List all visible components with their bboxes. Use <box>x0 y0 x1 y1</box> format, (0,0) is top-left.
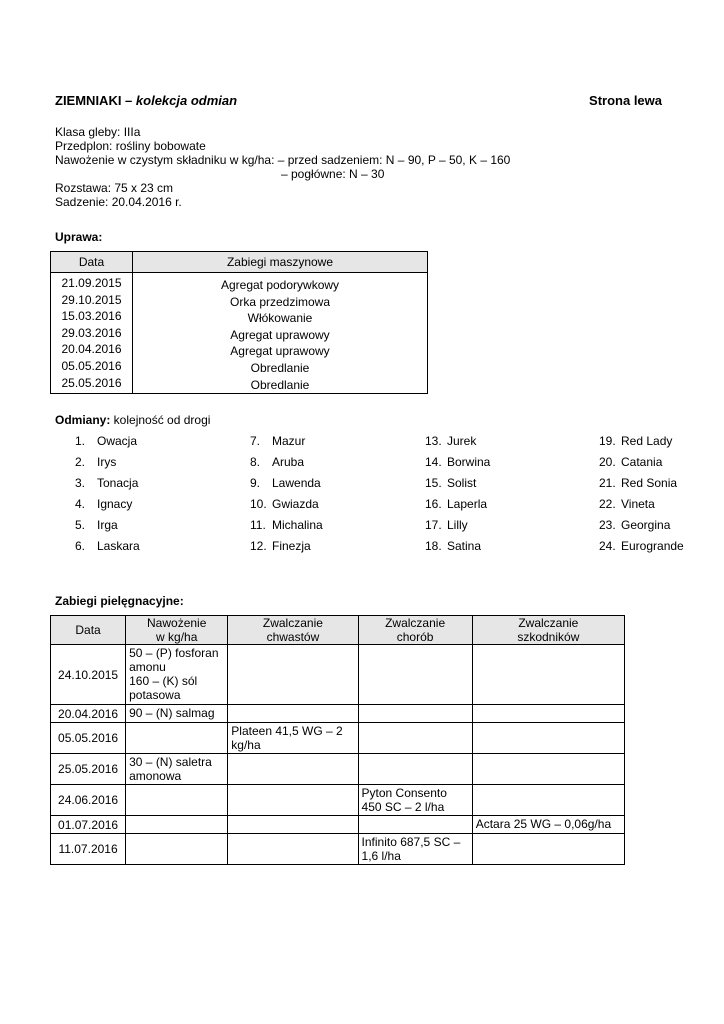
nawozenie-cell: 50 – (P) fosforan amonu 160 – (K) sól potasowa <box>126 645 228 705</box>
variety-number: 5. <box>75 518 86 532</box>
chwasty-cell <box>228 754 358 785</box>
variety-name: Finezja <box>272 539 311 553</box>
variety-number: 23. <box>599 518 616 532</box>
variety-name: Solist <box>447 476 477 490</box>
table-row <box>51 754 625 785</box>
variety-name: Mazur <box>272 434 306 448</box>
nawozenie-cell <box>126 816 228 834</box>
pielegn-heading: Zabiegi pielęgnacyjne: <box>55 594 184 608</box>
variety-name: Vineta <box>621 497 655 511</box>
date-cell: 20.04.2016 <box>51 705 126 723</box>
choroby-cell: Infinito 687,5 SC – 1,6 l/ha <box>358 834 472 865</box>
uprawa-operation: Włókowanie <box>247 311 313 326</box>
pielegn-table <box>50 615 625 865</box>
klasa-gleby: Klasa gleby: IIIa <box>55 125 141 139</box>
choroby-cell <box>358 723 472 754</box>
variety-name: Borwina <box>447 455 491 469</box>
chwasty-cell <box>228 816 358 834</box>
pielegn-header-szkodniki: Zwalczanie szkodników <box>472 616 624 645</box>
szkodniki-cell <box>472 785 624 816</box>
variety-number: 9. <box>250 476 261 490</box>
variety-name: Owacja <box>97 434 138 448</box>
uprawa-date: 29.10.2015 <box>61 292 122 307</box>
table-row <box>51 834 625 865</box>
date-cell: 05.05.2016 <box>51 723 126 754</box>
sadzenie: Sadzenie: 20.04.2016 r. <box>55 195 182 209</box>
variety-number: 4. <box>75 497 86 511</box>
variety-number: 1. <box>75 434 86 448</box>
variety-name: Lilly <box>447 518 468 532</box>
uprawa-operation: Obredlanie <box>250 360 310 375</box>
choroby-cell: Pyton Consento 450 SC – 2 l/ha <box>358 785 472 816</box>
date-cell: 24.10.2015 <box>51 645 126 705</box>
chwasty-cell <box>228 834 358 865</box>
table-row <box>51 705 625 723</box>
title-italic: kolekcja odmian <box>135 93 238 108</box>
date-cell: 11.07.2016 <box>51 834 126 865</box>
nawozenie-cell: 30 – (N) saletra amonowa <box>126 754 228 785</box>
szkodniki-cell <box>472 723 624 754</box>
uprawa-operation: Obredlanie <box>250 377 310 392</box>
szkodniki-cell <box>472 834 624 865</box>
uprawa-date: 29.03.2016 <box>61 325 122 340</box>
variety-number: 17. <box>425 518 442 532</box>
date-cell: 24.06.2016 <box>51 785 126 816</box>
uprawa-operation: Agregat podorywkowy <box>220 278 340 292</box>
title-main: ZIEMNIAKI – <box>55 93 133 108</box>
chwasty-cell <box>228 785 358 816</box>
variety-name: Ignacy <box>97 497 133 511</box>
uprawa-ops-cell <box>133 273 428 394</box>
variety-name: Irys <box>97 455 117 469</box>
uprawa-date: 21.09.2015 <box>61 276 122 290</box>
variety-name: Eurogrande <box>621 539 684 553</box>
chwasty-cell <box>228 705 358 723</box>
nawozenie-cell <box>126 785 228 816</box>
uprawa-header-data: Data <box>51 252 133 273</box>
variety-name: Jurek <box>447 434 477 448</box>
szkodniki-cell <box>472 754 624 785</box>
variety-number: 16. <box>425 497 442 511</box>
date-cell: 25.05.2016 <box>51 754 126 785</box>
rozstawa: Rozstawa: 75 x 23 cm <box>55 181 174 195</box>
nawozenie-cell <box>126 834 228 865</box>
variety-number: 6. <box>75 539 86 553</box>
date-cell: 01.07.2016 <box>51 816 126 834</box>
table-row <box>51 785 625 816</box>
uprawa-table <box>50 251 428 394</box>
choroby-cell <box>358 816 472 834</box>
choroby-cell <box>358 754 472 785</box>
variety-name: Satina <box>447 539 482 553</box>
nawozenie-cell: 90 – (N) salmag <box>126 705 228 723</box>
uprawa-date: 25.05.2016 <box>61 375 122 390</box>
variety-name: Tonacja <box>97 476 139 490</box>
variety-name: Aruba <box>272 455 305 469</box>
variety-number: 24. <box>599 539 616 553</box>
pielegn-header-nawozenie: Nawożenie w kg/ha <box>126 616 228 645</box>
odmiany-heading <box>55 413 210 427</box>
uprawa-operation: Agregat uprawowy <box>230 327 330 342</box>
szkodniki-cell: Actara 25 WG – 0,06g/ha <box>472 816 624 834</box>
variety-name: Red Lady <box>621 434 673 448</box>
variety-number: 15. <box>425 476 442 490</box>
variety-number: 10. <box>250 497 267 511</box>
szkodniki-cell <box>472 645 624 705</box>
variety-name: Georgina <box>621 518 671 532</box>
variety-name: Gwiazda <box>272 497 319 511</box>
uprawa-operation: Agregat uprawowy <box>230 344 330 359</box>
variety-number: 19. <box>599 434 616 448</box>
szkodniki-cell <box>472 705 624 723</box>
variety-number: 14. <box>425 455 442 469</box>
przedplon: Przedplon: rośliny bobowate <box>55 139 206 153</box>
variety-number: 13. <box>425 434 442 448</box>
variety-number: 12. <box>250 539 267 553</box>
variety-number: 21. <box>599 476 616 490</box>
variety-name: Irga <box>97 518 118 532</box>
variety-name: Laperla <box>447 497 488 511</box>
pielegn-header-choroby: Zwalczanie chorób <box>358 616 472 645</box>
uprawa-date: 05.05.2016 <box>61 358 122 373</box>
choroby-cell <box>358 705 472 723</box>
odmiany-heading-rest: kolejność od drogi <box>110 413 211 427</box>
variety-number: 22. <box>599 497 616 511</box>
nawozenie-line-1: Nawożenie w czystym składniku w kg/ha: – przed sadzeniem: N – 90, P – 50, K – 160 <box>55 153 511 167</box>
nawozenie-line-2: – pogłówne: N – 30 <box>281 167 385 181</box>
page-title <box>55 93 237 108</box>
uprawa-operation: Orka przedzimowa <box>229 294 331 309</box>
chwasty-cell <box>228 645 358 705</box>
uprawa-date: 20.04.2016 <box>61 342 122 357</box>
page-side-label: Strona lewa <box>589 93 662 108</box>
odmiany-heading-bold: Odmiany: <box>55 413 111 427</box>
chwasty-cell: Plateen 41,5 WG – 2 kg/ha <box>228 723 358 754</box>
nawozenie-cell <box>126 723 228 754</box>
table-row <box>51 816 625 834</box>
variety-name: Catania <box>621 455 663 469</box>
variety-number: 18. <box>425 539 442 553</box>
variety-name: Laskara <box>97 539 140 553</box>
choroby-cell <box>358 645 472 705</box>
variety-number: 7. <box>250 434 261 448</box>
variety-number: 20. <box>599 455 616 469</box>
uprawa-heading: Uprawa: <box>55 230 103 244</box>
variety-name: Michalina <box>272 518 323 532</box>
uprawa-dates-cell <box>51 273 133 394</box>
pielegn-header-chwasty: Zwalczanie chwastów <box>228 616 358 645</box>
uprawa-header-zabiegi: Zabiegi maszynowe <box>133 252 428 273</box>
variety-name: Red Sonia <box>621 476 678 490</box>
variety-name: Lawenda <box>272 476 321 490</box>
variety-number: 11. <box>250 518 266 532</box>
table-row <box>51 723 625 754</box>
variety-number: 2. <box>75 455 86 469</box>
table-row <box>51 645 625 705</box>
uprawa-date: 15.03.2016 <box>61 309 122 324</box>
variety-number: 8. <box>250 455 261 469</box>
pielegn-header-data: Data <box>51 616 126 645</box>
variety-number: 3. <box>75 476 86 490</box>
